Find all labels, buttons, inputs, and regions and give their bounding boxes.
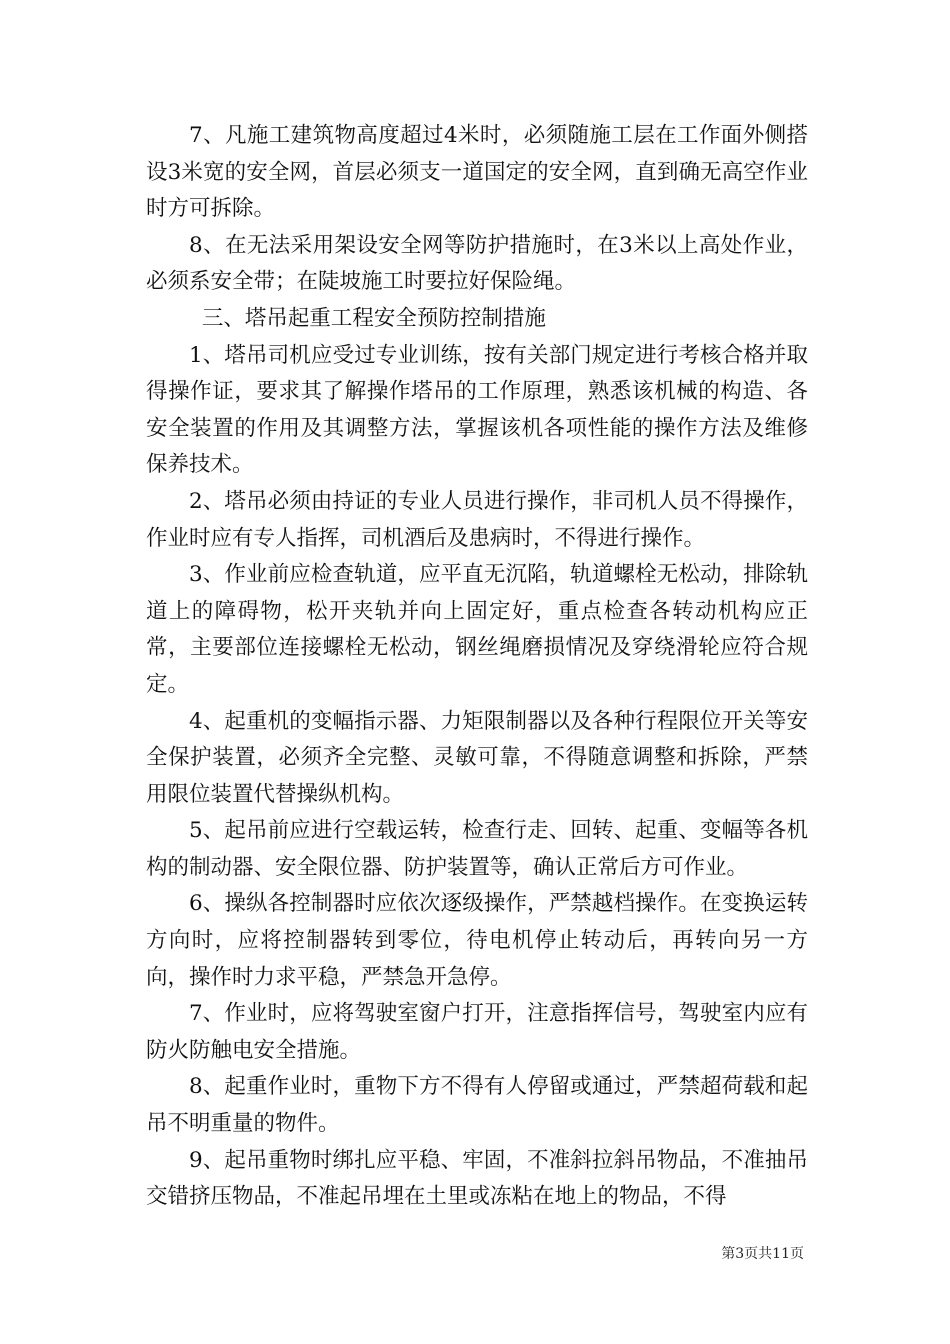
list-item-9: 9、起吊重物时绑扎应平稳、牢固，不准斜拉斜吊物品，不准抽吊交错挤压物品，不准起吊埋在土里或冻粘在地上的物品，不得 bbox=[146, 1147, 808, 1210]
list-item-2: 2、塔吊必须由持证的专业人员进行操作，非司机人员不得操作，作业时应有专人指挥，司机酒后及患病时，不得进行操作。 bbox=[146, 488, 808, 551]
list-item-1: 1、塔吊司机应受过专业训练，按有关部门规定进行考核合格并取得操作证，要求其了解操作塔吊的工作原理，熟悉该机械的构造、各安全装置的作用及其调整方法，掌握该机各项性能的操作方法及维修保养技术。 bbox=[146, 342, 808, 478]
list-item-5: 5、起吊前应进行空载运转，检查行走、回转、起重、变幅等各机构的制动器、安全限位器、防护装置等，确认正常后方可作业。 bbox=[146, 818, 808, 880]
list-item-3: 3、作业前应检查轨道，应平直无沉陷，轨道螺栓无松动，排除轨道上的障碍物，松开夹轨并向上固定好，重点检查各转动机构应正常，主要部位连接螺栓无松动，钢丝绳磨损情况及穿绕滑轮应符合规定。 bbox=[146, 562, 808, 697]
list-item-6: 6、操纵各控制器时应依次逐级操作，严禁越档操作。在变换运转方向时，应将控制器转到零位，待电机停止转动后，再转向另一方向，操作时力求平稳，严禁急开急停。 bbox=[146, 891, 808, 990]
section-heading: 三、塔吊起重工程安全预防控制措施 bbox=[201, 305, 546, 331]
list-item-7: 7、作业时，应将驾驶室窗户打开，注意指挥信号，驾驶室内应有防火防触电安全措施。 bbox=[146, 1001, 808, 1063]
paragraph-item-8: 8、在无法采用架设安全网等防护措施时，在3米以上高处作业，必须系安全带；在陡坡施工时要拉好保险绳。 bbox=[146, 232, 808, 295]
page-number: 第3页共11页 bbox=[721, 1246, 804, 1262]
list-item-4: 4、起重机的变幅指示器、力矩限制器以及各种行程限位开关等安全保护装置，必须齐全完整、灵敏可靠，不得随意调整和拆除，严禁用限位装置代替操纵机构。 bbox=[146, 708, 808, 807]
document-body bbox=[146, 118, 808, 1216]
paragraph-item-7: 7、凡施工建筑物高度超过4米时，必须随施工层在工作面外侧搭设3米宽的安全网，首层必须支一道国定的安全网，直到确无高空作业时方可拆除。 bbox=[146, 123, 808, 222]
list-item-8: 8、起重作业时，重物下方不得有人停留或通过，严禁超荷载和起吊不明重量的物件。 bbox=[146, 1074, 808, 1137]
